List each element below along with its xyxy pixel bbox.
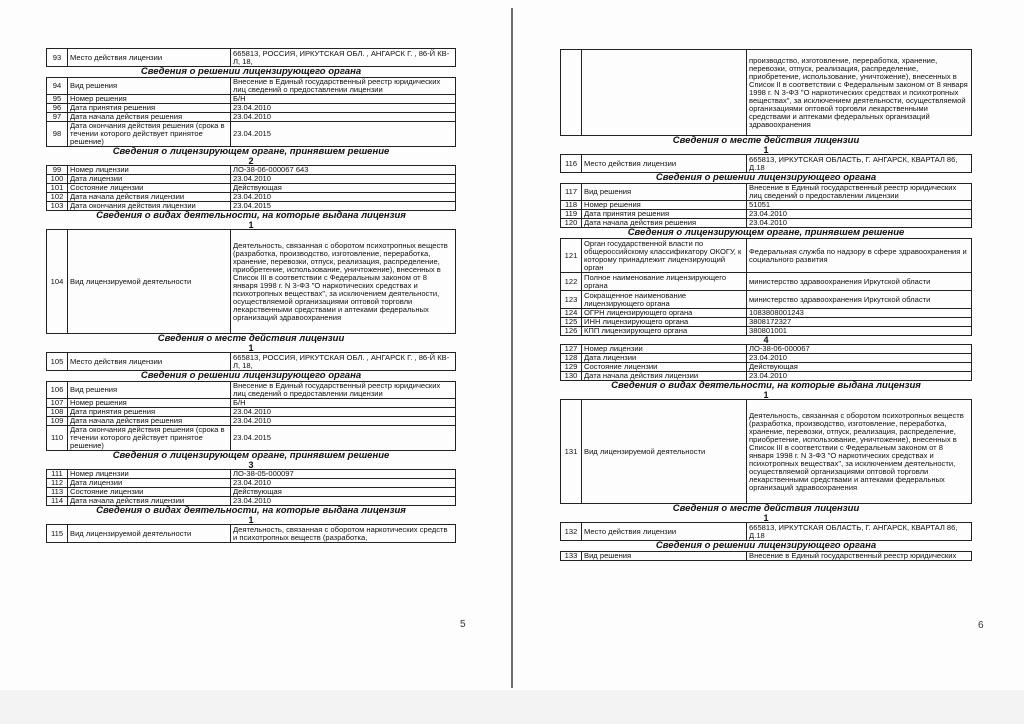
license-number-heading: 3 (248, 460, 254, 470)
row-label: Вид решения (582, 552, 747, 561)
row-value: Внесение в Единый государственный реестр юридических лиц сведений о предоставлении лицензии (231, 382, 456, 399)
table-row (561, 309, 972, 318)
left-page (46, 48, 456, 543)
table-row (561, 318, 972, 327)
row-label: Место действия лицензии (68, 353, 231, 371)
row-number: 94 (47, 78, 68, 95)
table-block-115-continued (560, 49, 972, 136)
row-number: 109 (47, 417, 68, 426)
activity-number-heading: 1 (763, 390, 769, 400)
row-value: 23.04.2010 (231, 104, 456, 113)
row-number: 111 (47, 470, 68, 479)
row-label: КПП лицензирующего органа (582, 327, 747, 336)
row-number: 110 (47, 426, 68, 451)
row-label: Состояние лицензии (582, 363, 747, 372)
table-block-111 (46, 469, 456, 506)
row-value: ЛО-38-06-000067 (747, 345, 972, 354)
table-row (47, 408, 456, 417)
table-row (47, 193, 456, 202)
row-value: 23.04.2010 (231, 479, 456, 488)
section-heading: Сведения о месте действия лицензии (672, 135, 860, 146)
row-value: ЛО-38-06-000067 643 (231, 166, 456, 175)
license-number-heading: 4 (763, 335, 769, 345)
table-block-99 (46, 165, 456, 211)
license-number-heading: 2 (248, 156, 254, 166)
activity-number-heading: 1 (248, 220, 254, 230)
table-row (47, 184, 456, 193)
table-block-116 (560, 154, 972, 173)
row-number: 107 (47, 399, 68, 408)
row-value: 23.04.2010 (231, 497, 456, 506)
row-number: 105 (47, 353, 68, 371)
row-label: Вид решения (582, 184, 747, 201)
table-row (47, 382, 456, 399)
table-row (47, 470, 456, 479)
row-label: Дата лицензии (68, 175, 231, 184)
table-row (47, 166, 456, 175)
table-row (47, 78, 456, 95)
row-number: 125 (561, 318, 582, 327)
row-label: Сокращенное наименование лицензирующего органа (582, 291, 747, 309)
table-row (47, 113, 456, 122)
row-label: Дата принятия решения (68, 104, 231, 113)
row-number: 108 (47, 408, 68, 417)
table-row (561, 155, 972, 173)
page-number-right: 6 (978, 620, 984, 631)
row-number: 124 (561, 309, 582, 318)
row-number: 129 (561, 363, 582, 372)
table-row (47, 175, 456, 184)
row-number: 103 (47, 202, 68, 211)
row-label: Дата окончания действия решения (срока в течении которого действует принятое решение) (68, 122, 231, 147)
table-row (47, 479, 456, 488)
row-number: 118 (561, 201, 582, 210)
row-value: 665813, РОССИЯ, ИРКУТСКАЯ ОБЛ. , АНГАРСК Г. , 86-Й КВ-Л, 18, (231, 353, 456, 371)
table-row (561, 552, 972, 561)
row-label: Дата принятия решения (582, 210, 747, 219)
row-label: Дата начала действия лицензии (68, 193, 231, 202)
row-label: Дата начала действия решения (68, 113, 231, 122)
row-number (561, 50, 582, 136)
table-row (561, 400, 972, 504)
row-label: ИНН лицензирующего органа (582, 318, 747, 327)
row-number: 128 (561, 354, 582, 363)
row-value: Внесение в Единый государственный реестр юридических (747, 552, 972, 561)
row-label: Дата начала действия решения (68, 417, 231, 426)
row-number: 100 (47, 175, 68, 184)
row-label: Место действия лицензии (582, 155, 747, 173)
row-value: Федеральная служба по надзору в сфере здравоохранения и социального развития (747, 239, 972, 273)
row-value: Действующая (231, 488, 456, 497)
row-number: 96 (47, 104, 68, 113)
row-label: Орган государственной власти по общероссийскому классификатору ОКОГУ, к которому принадлежит лицензирующий орган (582, 239, 747, 273)
table-row (561, 210, 972, 219)
section-heading: Сведения о видах деятельности, на которые выдана лицензия (611, 380, 921, 391)
section-heading: Сведения о месте действия лицензии (672, 503, 860, 514)
table-row (47, 417, 456, 426)
row-label: Место действия лицензии (582, 523, 747, 541)
row-value: министерство здравоохранения Иркутской области (747, 273, 972, 291)
row-number: 98 (47, 122, 68, 147)
row-value: 23.04.2010 (231, 193, 456, 202)
table-block-115 (46, 524, 456, 543)
section-heading: Сведения о решении лицензирующего органа (140, 370, 362, 381)
row-label: Вид решения (68, 78, 231, 95)
section-heading: Сведения о лицензирующем органе, принявшем решение (627, 227, 905, 238)
row-label: Дата начала действия лицензии (68, 497, 231, 506)
section-heading: Сведения о решении лицензирующего органа (655, 540, 877, 551)
row-label: Номер решения (582, 201, 747, 210)
row-label: Номер решения (68, 399, 231, 408)
table-row (47, 399, 456, 408)
row-value: 665813, ИРКУТСКАЯ ОБЛАСТЬ, Г. АНГАРСК, КВАРТАЛ 86, Д.18 (747, 155, 972, 173)
row-value: 3808172327 (747, 318, 972, 327)
row-number: 101 (47, 184, 68, 193)
row-value: 380801001 (747, 327, 972, 336)
table-block-93 (46, 48, 456, 67)
row-label: Место действия лицензии (68, 49, 231, 67)
row-number: 112 (47, 479, 68, 488)
row-label: Дата окончания действия лицензии (68, 202, 231, 211)
table-block-131 (560, 399, 972, 504)
row-value: Внесение в Единый государственный реестр юридических лиц сведений о предоставлении лицензии (231, 78, 456, 95)
row-number: 120 (561, 219, 582, 228)
table-row (47, 49, 456, 67)
table-row (561, 354, 972, 363)
row-value: министерство здравоохранения Иркутской области (747, 291, 972, 309)
row-value: Внесение в Единый государственный реестр юридических лиц сведений о предоставлении лицензии (747, 184, 972, 201)
table-row (47, 488, 456, 497)
table-row (561, 291, 972, 309)
row-value: 23.04.2010 (747, 219, 972, 228)
row-label: Номер лицензии (68, 470, 231, 479)
table-row (47, 353, 456, 371)
row-number: 127 (561, 345, 582, 354)
section-heading: Сведения о месте действия лицензии (157, 333, 345, 344)
place-number-heading: 1 (248, 343, 254, 353)
section-heading: Сведения о лицензирующем органе, принявшем решение (112, 450, 390, 461)
row-number: 115 (47, 525, 68, 543)
row-value: 23.04.2015 (231, 122, 456, 147)
row-number: 104 (47, 230, 68, 334)
table-row (561, 363, 972, 372)
row-label: Состояние лицензии (68, 488, 231, 497)
row-number: 117 (561, 184, 582, 201)
table-block-106 (46, 381, 456, 451)
place-number-heading: 1 (763, 145, 769, 155)
section-heading: Сведения о решении лицензирующего органа (655, 172, 877, 183)
row-number: 106 (47, 382, 68, 399)
page-number-left: 5 (460, 619, 466, 630)
section-heading: Сведения о видах деятельности, на которые выдана лицензия (96, 210, 406, 221)
table-row (561, 201, 972, 210)
row-value: 1083808001243 (747, 309, 972, 318)
row-value: Деятельность, связанная с оборотом наркотических средств и психотропных веществ (разработка, (231, 525, 456, 543)
row-number: 119 (561, 210, 582, 219)
row-label: Дата лицензии (582, 354, 747, 363)
row-value: 665813, РОССИЯ, ИРКУТСКАЯ ОБЛ. , АНГАРСК Г. , 86-Й КВ-Л, 18, (231, 49, 456, 67)
row-label (582, 50, 747, 136)
table-block-104 (46, 229, 456, 334)
row-value: 665813, ИРКУТСКАЯ ОБЛАСТЬ, Г. АНГАРСК, КВАРТАЛ 86, Д.18 (747, 523, 972, 541)
section-heading: Сведения о видах деятельности, на которые выдана лицензия (96, 505, 406, 516)
row-number: 131 (561, 400, 582, 504)
table-row (561, 273, 972, 291)
table-row (47, 95, 456, 104)
row-number: 102 (47, 193, 68, 202)
table-row (561, 184, 972, 201)
row-value: 23.04.2010 (231, 113, 456, 122)
row-value: 23.04.2010 (747, 210, 972, 219)
row-label: Дата принятия решения (68, 408, 231, 417)
row-label: ОГРН лицензирующего органа (582, 309, 747, 318)
row-number: 95 (47, 95, 68, 104)
table-block-94 (46, 77, 456, 147)
row-value: 23.04.2010 (231, 417, 456, 426)
row-value: Деятельность, связанная с оборотом психотропных веществ (разработка, производство, изготовление, переработка, хранение, перевозки, отпуск, реализация, распределение, приобретение, использование, уничтожение), внесенных в Список III в соответствии с Федеральным законом от 8 января 1998 г. N 3-ФЗ "О наркотических средствах и психотропных веществах", за исключением деятельности, осуществляемой организациями оптовой торговли лекарственными средствами и аптеками федеральных организаций здравоохранения (747, 400, 972, 504)
row-label: Номер решения (68, 95, 231, 104)
section-heading: Сведения о лицензирующем органе, принявшем решение (112, 146, 390, 157)
row-number: 93 (47, 49, 68, 67)
row-label: Вид лицензируемой деятельности (68, 230, 231, 334)
table-block-127 (560, 344, 972, 381)
scan-margin (0, 690, 1024, 724)
row-value: Действующая (747, 363, 972, 372)
row-label: Состояние лицензии (68, 184, 231, 193)
place-number-heading: 1 (763, 513, 769, 523)
page-fold (511, 8, 513, 688)
activity-number-heading: 1 (248, 515, 254, 525)
row-number: 116 (561, 155, 582, 173)
table-block-132 (560, 522, 972, 541)
table-block-105 (46, 352, 456, 371)
right-page (560, 49, 972, 561)
table-block-117 (560, 183, 972, 228)
row-number: 123 (561, 291, 582, 309)
row-value: Б/Н (231, 95, 456, 104)
row-value: 23.04.2010 (747, 354, 972, 363)
row-label: Дата начала действия лицензии (582, 372, 747, 381)
row-value: производство, изготовление, переработка, хранение, перевозки, отпуск, реализация, распределение, приобретение, использование, уничтожение), внесенных в Список II в соответствии с Федеральным законом от 8 января 1998 г. N 3-ФЗ "О наркотических средствах и психотропных веществах", за исключением деятельности, осуществляемой организациями оптовой торговли лекарственными средствами и аптеками федеральных организаций здравоохранения (747, 50, 972, 136)
row-label: Дата начала действия решения (582, 219, 747, 228)
row-value: Действующая (231, 184, 456, 193)
row-number: 126 (561, 327, 582, 336)
row-value: 23.04.2010 (747, 372, 972, 381)
table-row (47, 525, 456, 543)
table-row (561, 50, 972, 136)
row-value: Б/Н (231, 399, 456, 408)
table-row (561, 523, 972, 541)
row-label: Вид лицензируемой деятельности (582, 400, 747, 504)
row-number: 114 (47, 497, 68, 506)
row-label: Номер лицензии (582, 345, 747, 354)
row-label: Вид лицензируемой деятельности (68, 525, 231, 543)
row-number: 130 (561, 372, 582, 381)
table-row (561, 345, 972, 354)
table-row (47, 122, 456, 147)
table-row (47, 104, 456, 113)
table-row (47, 426, 456, 451)
row-value: Деятельность, связанная с оборотом психотропных веществ (разработка, производство, изготовление, переработка, хранение, перевозки, отпуск, реализация, распределение, приобретение, использование, уничтожение), внесенных в Список III в соответствии с Федеральным законом от 8 января 1998 г. N 3-ФЗ "О наркотических средствах и психотропных веществах", за исключением деятельности, осуществляемой организациями оптовой торговли лекарственными средствами и аптеками федеральных организаций здравоохранения (231, 230, 456, 334)
row-value: 23.04.2015 (231, 426, 456, 451)
row-label: Дата окончания действия решения (срока в течении которого действует принятое решение) (68, 426, 231, 451)
row-value: 23.04.2015 (231, 202, 456, 211)
table-block-121 (560, 238, 972, 336)
row-number: 99 (47, 166, 68, 175)
row-value: 23.04.2010 (231, 408, 456, 417)
row-number: 133 (561, 552, 582, 561)
row-value: 23.04.2010 (231, 175, 456, 184)
row-number: 122 (561, 273, 582, 291)
row-number: 121 (561, 239, 582, 273)
row-number: 97 (47, 113, 68, 122)
row-number: 113 (47, 488, 68, 497)
row-label: Вид решения (68, 382, 231, 399)
row-label: Номер лицензии (68, 166, 231, 175)
table-block-133 (560, 551, 972, 561)
row-label: Дата лицензии (68, 479, 231, 488)
row-value: ЛО-38-05-000097 (231, 470, 456, 479)
row-label: Полное наименование лицензирующего органа (582, 273, 747, 291)
row-value: 51051 (747, 201, 972, 210)
section-heading: Сведения о решении лицензирующего органа (140, 66, 362, 77)
table-row (561, 239, 972, 273)
table-row (47, 230, 456, 334)
row-number: 132 (561, 523, 582, 541)
